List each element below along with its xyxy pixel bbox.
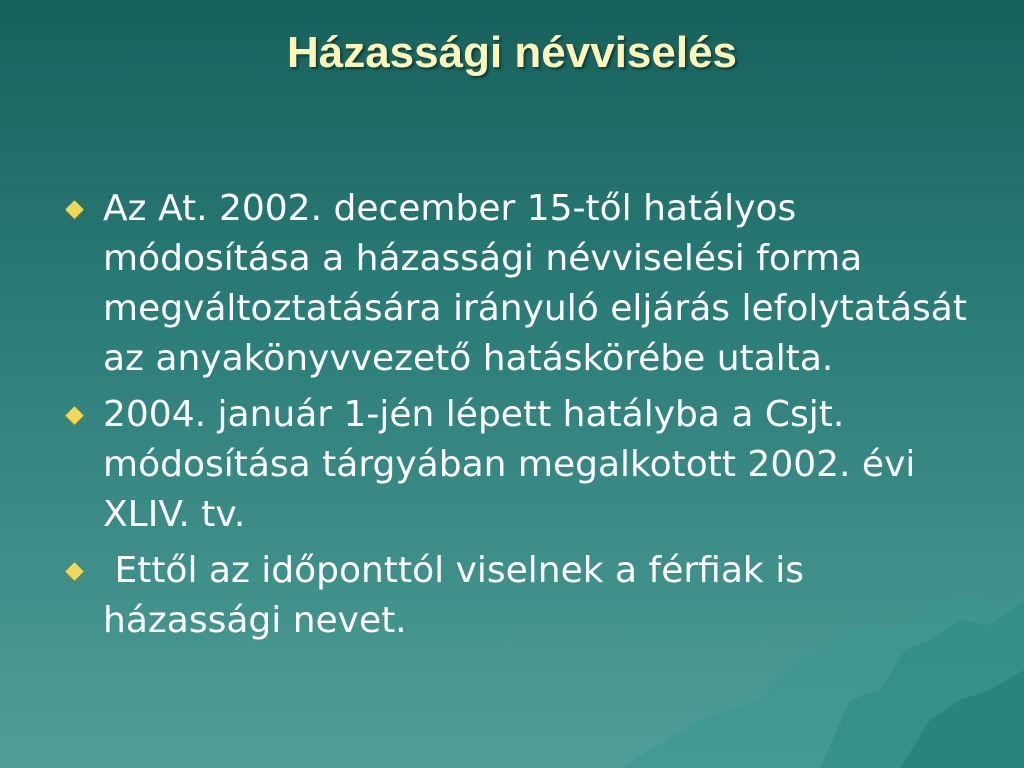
bullet-item bbox=[60, 546, 980, 646]
slide-title: Házassági névviselés bbox=[286, 28, 738, 77]
diamond-bullet-icon bbox=[65, 562, 83, 580]
bullet-text: Ettől az időponttól viselnek a férfiak is házassági nevet. bbox=[103, 550, 816, 641]
bullet-text: Az At. 2002. december 15-től hatályos módosítása a házassági névviselési forma megváltoztatására irányuló eljárás lefolytatását az anyakönyvvezető hatáskörébe utalta. bbox=[103, 188, 967, 379]
bullet-list bbox=[60, 184, 980, 652]
bullet-item bbox=[60, 390, 980, 540]
diamond-bullet-icon bbox=[65, 406, 83, 424]
bullet-item bbox=[60, 184, 980, 384]
bullet-text: 2004. január 1-jén lépett hatályba a Csjt. módosítása tárgyában megalkotott 2002. évi XLIV. tv. bbox=[103, 394, 916, 535]
diamond-bullet-icon bbox=[65, 200, 83, 218]
